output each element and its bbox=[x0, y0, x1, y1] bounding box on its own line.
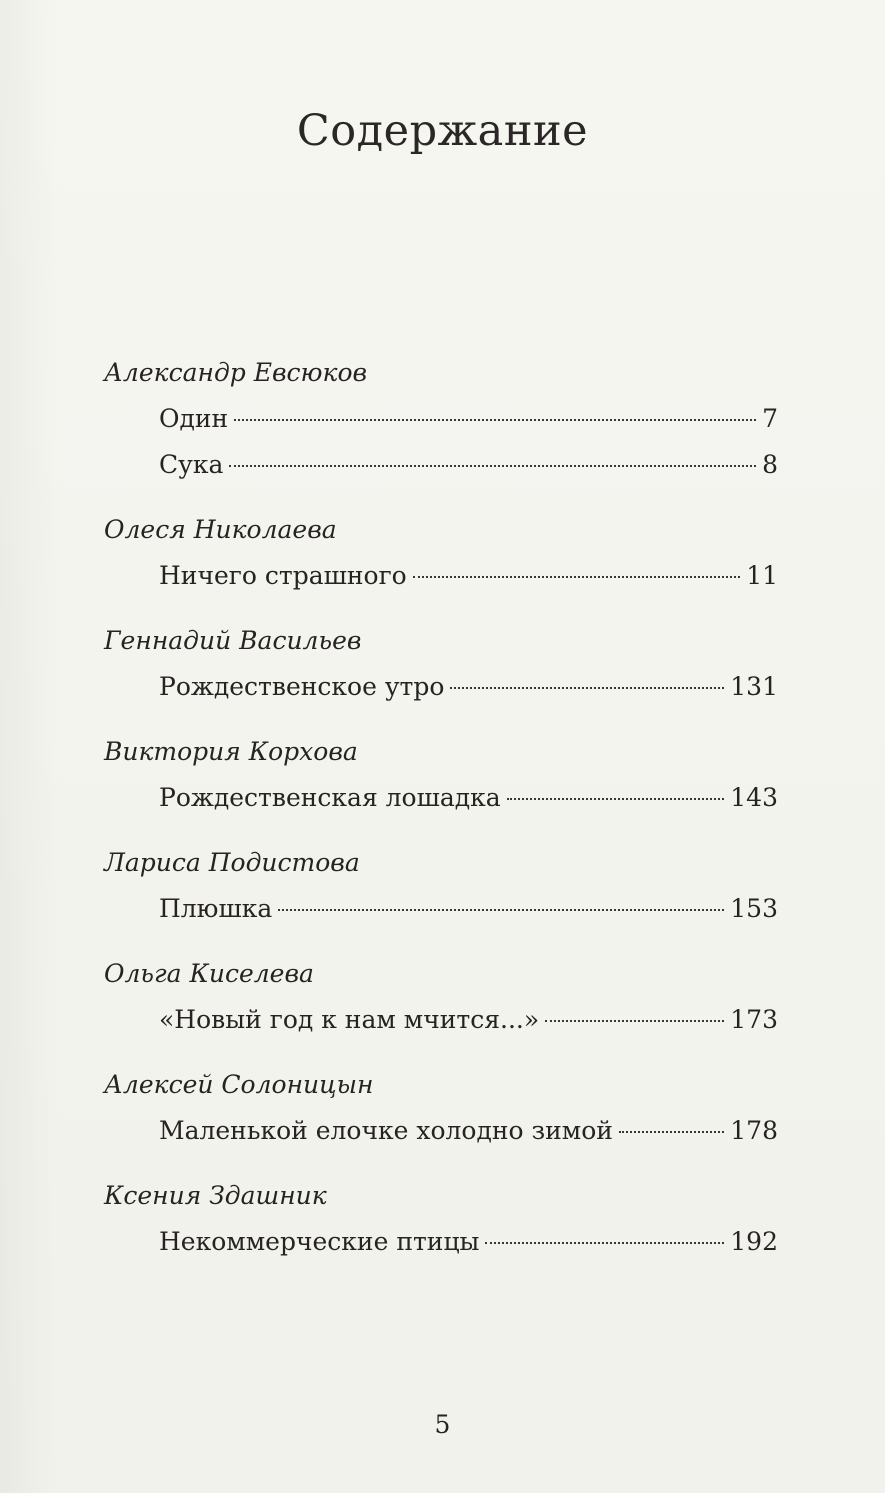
dot-leader bbox=[507, 798, 725, 800]
entry-title: Рождественская лошадка bbox=[159, 783, 501, 812]
entry-title: «Новый год к нам мчится...» bbox=[159, 1005, 540, 1034]
author-name: Олеся Николаева bbox=[104, 515, 337, 544]
entry-page-number: 192 bbox=[730, 1227, 778, 1256]
author-name: Виктория Корхова bbox=[104, 737, 358, 766]
entry-title: Плюшка bbox=[159, 894, 273, 923]
toc-entry bbox=[159, 1116, 778, 1146]
page-number: 5 bbox=[434, 1410, 451, 1439]
toc-section bbox=[104, 626, 778, 702]
entry-title: Ничего страшного bbox=[159, 561, 407, 590]
dot-leader bbox=[234, 419, 756, 421]
entry-page-number: 153 bbox=[730, 894, 778, 923]
entry-page-number: 143 bbox=[730, 783, 778, 812]
entry-title: Один bbox=[159, 404, 229, 433]
entry-title: Рождественское утро bbox=[159, 672, 445, 701]
dot-leader bbox=[485, 1242, 724, 1244]
toc-section bbox=[104, 848, 778, 924]
entry-page-number: 11 bbox=[746, 561, 778, 590]
entry-page-number: 7 bbox=[762, 404, 778, 433]
toc-entry bbox=[159, 672, 778, 702]
dot-leader bbox=[545, 1020, 724, 1022]
entry-page-number: 178 bbox=[730, 1116, 778, 1145]
toc-entry bbox=[159, 1005, 778, 1035]
toc-entry bbox=[159, 450, 778, 480]
toc-entry bbox=[159, 561, 778, 591]
toc-section bbox=[104, 358, 778, 480]
toc-section bbox=[104, 737, 778, 813]
author-name: Геннадий Васильев bbox=[104, 626, 362, 655]
toc-entry bbox=[159, 404, 778, 434]
toc-entry bbox=[159, 894, 778, 924]
author-name: Ольга Киселева bbox=[104, 959, 314, 988]
dot-leader bbox=[278, 909, 724, 911]
author-name: Лариса Подистова bbox=[104, 848, 360, 877]
entry-title: Маленькой елочке холодно зимой bbox=[159, 1116, 613, 1145]
toc-section bbox=[104, 959, 778, 1035]
toc-entry bbox=[159, 1227, 778, 1257]
toc-entry bbox=[159, 783, 778, 813]
table-of-contents bbox=[104, 358, 778, 1292]
entry-title: Сука bbox=[159, 450, 224, 479]
toc-section bbox=[104, 1181, 778, 1257]
toc-section bbox=[104, 515, 778, 591]
entry-page-number: 131 bbox=[730, 672, 778, 701]
page-title: Содержание bbox=[296, 106, 589, 156]
dot-leader bbox=[413, 576, 740, 578]
entry-page-number: 173 bbox=[730, 1005, 778, 1034]
author-name: Александр Евсюков bbox=[104, 358, 368, 387]
dot-leader bbox=[619, 1131, 724, 1133]
entry-page-number: 8 bbox=[762, 450, 778, 479]
entry-title: Некоммерческие птицы bbox=[159, 1227, 480, 1256]
author-name: Ксения Здашник bbox=[104, 1181, 327, 1210]
dot-leader bbox=[229, 465, 756, 467]
toc-section bbox=[104, 1070, 778, 1146]
author-name: Алексей Солоницын bbox=[104, 1070, 374, 1099]
dot-leader bbox=[450, 687, 724, 689]
